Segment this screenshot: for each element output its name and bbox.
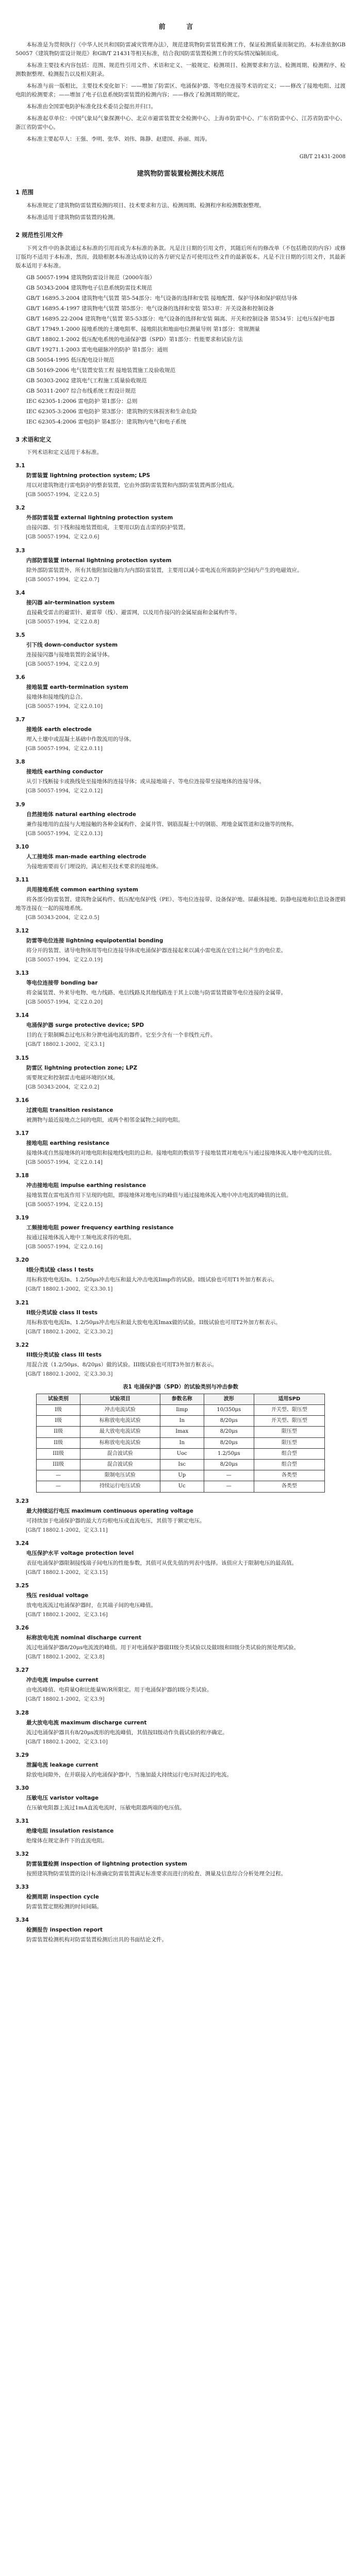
term-name: 残压 residual voltage — [26, 1592, 89, 1599]
term-source: [GB 50343-2004，定义2.0.5] — [26, 914, 100, 921]
term-definition: 可持续加于电涌保护器的最大方均根电压或直流电压，其值等于额定电压。 — [26, 1517, 205, 1524]
reference-item: GB 50169-2006 电气装置安装工程 接地装置施工及验收规范 — [26, 367, 176, 374]
term-entry — [15, 876, 346, 922]
term-source: [GB 50057-1994，定义2.0.13] — [26, 831, 103, 837]
clause-number: 3.3 — [15, 547, 25, 554]
clause-number: 3.2 — [15, 505, 25, 512]
table-cell: I级 — [37, 1405, 80, 1416]
preface — [15, 22, 346, 161]
clause-number: 3.29 — [15, 1752, 29, 1758]
preface-paragraph: 本标准起草单位：中国气象局气象探测中心、北京市避雷装置安全检测中心、上海市防雷中心、广东省防雷中心、江苏省防雷中心、浙江省防雷中心。 — [15, 115, 346, 131]
clause-number: 3.28 — [15, 1709, 29, 1716]
table-cell: Iimp — [160, 1405, 204, 1416]
table-cell: — — [37, 1481, 80, 1492]
clause-number: 3.13 — [15, 970, 29, 977]
table-cell: I级 — [37, 1416, 80, 1427]
term-entry — [15, 716, 346, 753]
table-cell: — — [204, 1481, 254, 1492]
term-entry — [15, 969, 346, 1007]
clause-number: 3.5 — [15, 632, 25, 638]
term-source: [GB/T 18802.1-2002，定义3.30.1] — [26, 1286, 113, 1293]
term-name: 自然接地体 natural earthing electrode — [26, 811, 136, 818]
section-heading: 3 术语和定义 — [15, 435, 52, 443]
reference-item: GB/T 16895.3-2004 建筑物电气装置 第5-54部分：电气设备的选择和安装 接地配置、保护导体和保护联结导体 — [26, 295, 298, 301]
term-source: [GB 50057-1994，定义2.0.15] — [26, 1201, 103, 1208]
term-entry — [15, 1341, 346, 1379]
term-entry — [15, 1916, 346, 1944]
table-cell: II级 — [37, 1427, 80, 1437]
table-row — [37, 1416, 325, 1427]
term-entry — [15, 1096, 346, 1125]
table-row — [37, 1460, 325, 1470]
section-scope — [15, 188, 346, 222]
term-name: 冲击接地电阻 impulse earthing resistance — [26, 1182, 146, 1189]
reference-item: GB 50343-2004 建筑物电子信息系统防雷技术规范 — [26, 284, 152, 291]
term-name: 接地装置 earth-termination system — [26, 684, 128, 691]
term-name: 泄漏电流 leakage current — [26, 1761, 99, 1768]
clause-number: 3.1 — [15, 463, 25, 469]
term-entry — [15, 1172, 346, 1209]
table-header-row — [37, 1394, 325, 1404]
term-name: 最大持续运行电压 maximum continuous operating voltage — [26, 1507, 193, 1514]
term-source: [GB 50057-1994，定义2.0.20] — [26, 999, 103, 1006]
term-definition: 为接地需要而专门埋设的，满足相关技术要求的接地体。 — [26, 863, 162, 870]
term-definition: 将各部分防雷装置、建筑物金属构件、低压配电保护线（PE）、等电位连接带、设备保护地、屏蔽体接地、防静电接地和信息设备逻辑地等连接在一起的接地系统。 — [15, 896, 346, 911]
table-row — [37, 1405, 325, 1416]
term-name: 接闪器 air-termination system — [26, 599, 115, 606]
term-name: 电涌保护器 surge protective device; SPD — [26, 1022, 144, 1029]
reference-list — [15, 274, 346, 427]
term-name: 引下线 down-conductor system — [26, 641, 118, 648]
term-name: 冲击电流 impulse current — [26, 1677, 99, 1684]
term-name: 防雷等电位连接 lightning equipotential bonding — [26, 938, 163, 944]
term-definition: 用标称放电电流In、1.2/50μs冲击电压和最大放电电流Imax做的试验。II级试验也可用T2外加方框表示。 — [26, 1319, 281, 1326]
term-name: 防雷区 lightning protection zone; LPZ — [26, 1064, 138, 1071]
table-caption: 表1 电涌保护器（SPD）的试验类别与冲击参数 — [123, 1383, 238, 1390]
term-definition: 连接接闪器与接地装置的金属导体。 — [26, 651, 113, 658]
term-source: [GB/T 18802.1-2002，定义3.30.2] — [26, 1329, 113, 1335]
term-source: [GB/T 18802.1-2002，定义3.11] — [26, 1527, 108, 1533]
reference-item: GB/T 16895.4-1997 建筑物电气装置 第5部分：电气设备的选择和安装 第53章：开关设备和控制设备 — [26, 305, 274, 312]
term-name: II级分类试验 class II tests — [26, 1309, 98, 1316]
table-cell: 持续运行电压试验 — [80, 1481, 160, 1492]
term-source: [GB 50343-2004，定义2.0.2] — [26, 1084, 100, 1090]
term-entry — [15, 673, 346, 711]
term-name: 检测周期 inspection cycle — [26, 1893, 99, 1900]
term-definition: 目的在于限制瞬态过电压和分泄电涌电流的器件。它至少含有一个非线性元件。 — [26, 1032, 216, 1039]
clause-number: 3.14 — [15, 1012, 29, 1019]
term-source: [GB 50057-1994，定义2.0.14] — [26, 1159, 103, 1165]
term-definition: 直接截受雷击的避雷针、避雷带（线）、避雷网，以及用作接闪的金属屋面和金属构件等。 — [26, 609, 240, 616]
term-source: [GB/T 18802.1-2002，定义3.30.3] — [26, 1371, 113, 1377]
table-cell: 混合波试验 — [80, 1460, 160, 1470]
table-cell: — — [204, 1470, 254, 1481]
term-entry — [15, 758, 346, 795]
term-definition: 按照建筑物防雷装置的设计标准确定防雷装置满足标准要求而进行的检查、测量及信息综合分析处理全过程。 — [26, 1870, 286, 1877]
term-entry — [15, 631, 346, 669]
clause-number: 3.30 — [15, 1785, 29, 1791]
table-cell: Isc — [160, 1460, 204, 1470]
table-cell: III级 — [37, 1448, 80, 1459]
table-row — [37, 1448, 325, 1459]
clause-number: 3.26 — [15, 1625, 29, 1632]
term-entry — [15, 1883, 346, 1911]
term-definition: 将分开的装置、诸导电物体用等电位连接导体或电涌保护器连接起来以减小雷电流在它们之间产生的电位差。 — [26, 947, 286, 954]
reference-item: IEC 62305-4:2006 雷电防护 第4部分：建筑物内电气和电子系统 — [26, 418, 186, 425]
references-intro: 下列文件中的条款通过本标准的引用而成为本标准的条款。凡是注日期的引用文件，其随后所有的修改单（不包括勘误的内容）或修订版均不适用于本标准，然而，鼓励根据本标准达成协议的各方研究是否可使用这些文件的最新版本。凡是不注日期的引用文件，其最新版本适用于本标准。 — [15, 245, 346, 269]
clause-number: 3.10 — [15, 843, 29, 850]
term-entry — [15, 1497, 346, 1535]
reference-item: IEC 62305-1:2006 雷电防护 第1部分：总则 — [26, 398, 138, 404]
table-cell: 8/20μs — [204, 1437, 254, 1448]
term-name: 内部防雷装置 internal lightning protection system — [26, 557, 172, 564]
term-name: 压敏电压 varistor voltage — [26, 1794, 99, 1801]
clause-number: 3.11 — [15, 876, 29, 883]
term-definition: 接地体和接地线的总合。 — [26, 694, 86, 701]
reference-item: GB/T 17949.1-2000 接地系统的土壤电阻率、接地阻抗和地面电位测量导则 第1部分：常规测量 — [26, 326, 260, 332]
term-definition: 防雷装置定期检测的时间间隔。 — [26, 1903, 102, 1910]
preface-paragraph: 本标准主要起草人：王强、李明、张华、刘伟、陈静、赵建国、孙丽、周涛。 — [26, 136, 210, 143]
scope-paragraph: 本标准规定了建筑物防雷装置检测的项目、技术要求和方法、检测周期、检测程序和检测数据整理。 — [26, 202, 265, 209]
table-cell: 限压型 — [254, 1427, 324, 1437]
term-entry — [15, 1666, 346, 1704]
table-row — [37, 1481, 325, 1492]
term-definition: 在压敏电阻器上流过1mA直流电流时，压敏电阻器两端的电压值。 — [26, 1804, 185, 1811]
spd-test-table — [36, 1394, 325, 1493]
table-cell: III级 — [37, 1460, 80, 1470]
table-header-cell: 适用SPD — [254, 1394, 324, 1404]
clause-number: 3.16 — [15, 1097, 29, 1104]
term-name: 过渡电阻 transition resistance — [26, 1107, 113, 1113]
term-name: 接地电阻 earthing resistance — [26, 1140, 110, 1146]
clause-number: 3.4 — [15, 589, 25, 596]
term-source: [GB/T 18802.1-2002，定义3.9] — [26, 1697, 105, 1703]
term-definition: 流过电涌保护器8/20μs电流波的峰值。用于对电涌保护器做II级分类试验以及做I级和II级分类试验的预处理试验。 — [26, 1645, 300, 1651]
term-name: 共用接地系统 common earthing system — [26, 886, 138, 893]
table-cell: 10/350μs — [204, 1405, 254, 1416]
clause-number: 3.23 — [15, 1498, 29, 1504]
table-cell: 混合波试验 — [80, 1448, 160, 1459]
term-entry — [15, 462, 346, 499]
term-source: [GB 50057-1994，定义2.0.9] — [26, 661, 100, 667]
table-cell: 标称放电电流试验 — [80, 1416, 160, 1427]
table-header-cell: 试验项目 — [80, 1394, 160, 1404]
term-definition: 埋入土壤中或混凝土基础中作散流用的导体。 — [26, 736, 135, 743]
table-header-cell: 波形 — [204, 1394, 254, 1404]
term-source: [GB/T 18802.1-2002，定义3.1] — [26, 1042, 105, 1048]
term-entry — [15, 1011, 346, 1049]
term-name: I级分类试验 class I tests — [26, 1267, 94, 1274]
term-entry — [15, 1299, 346, 1336]
term-entry — [15, 1129, 346, 1167]
term-name: III级分类试验 class III tests — [26, 1351, 102, 1358]
table-cell: 限压型 — [254, 1437, 324, 1448]
term-entry — [15, 801, 346, 838]
table-cell: 标称放电电流试验 — [80, 1437, 160, 1448]
term-name: 接地体 earth electrode — [26, 726, 92, 733]
term-definition: 按通过接地体流入地中工频电流求得的电阻。 — [26, 1234, 135, 1241]
term-name: 接地线 earthing conductor — [26, 769, 103, 775]
term-definition: 由电流峰值、电荷量Q和比能量W/R所限定。用于电涌保护器的I级分类试验。 — [26, 1687, 212, 1693]
clause-number: 3.33 — [15, 1884, 29, 1890]
preface-paragraph: 本标准由全国雷电防护标准化技术委员会提出并归口。 — [26, 104, 156, 110]
term-entry — [15, 843, 346, 871]
table-cell: 开关型、限压型 — [254, 1416, 324, 1427]
term-entry — [15, 1850, 346, 1878]
reference-item: GB 50057-1994 建筑物防雷设计规范（2000年版） — [26, 274, 155, 281]
term-definition: 用标称放电电流In、1.2/50μs冲击电压和最大冲击电流Iimp作的试验。I级试验也可用T1外加方框表示。 — [26, 1277, 278, 1283]
term-entry — [15, 1256, 346, 1294]
term-list — [15, 1497, 346, 1944]
preface-title: 前 言 — [158, 23, 203, 31]
term-name: 检测报告 inspection report — [26, 1926, 103, 1933]
table-cell: 8/20μs — [204, 1460, 254, 1470]
term-definition: 防雷装置检测机构对防雷装置检测后出具的书面结论文件。 — [26, 1936, 167, 1943]
clause-number: 3.34 — [15, 1917, 29, 1923]
term-definition: 接地装置在雷电流作用下呈现的电阻，即接地体对地电压的峰值与通过接地体流入地中冲击电流的峰值的比值。 — [26, 1192, 292, 1198]
table-cell: 1.2/50μs — [204, 1448, 254, 1459]
term-list — [15, 462, 346, 1379]
clause-number: 3.31 — [15, 1818, 29, 1824]
table-cell: 组合型 — [254, 1460, 324, 1470]
table-cell: 冲击电流试验 — [80, 1405, 160, 1416]
term-definition: 用以对建筑物进行雷电防护的整套装置，它由外部防雷装置和内部防雷装置两部分组成。 — [26, 482, 238, 489]
clause-number: 3.8 — [15, 759, 25, 766]
term-definition: 被测物与最近接地点之间的电阻，或两个相邻金属物之间的电阻。 — [26, 1116, 184, 1123]
clause-number: 3.12 — [15, 928, 29, 935]
term-entry — [15, 589, 346, 626]
section-terms — [15, 435, 346, 1944]
term-definition: 放电电流流过电涌保护器时，在其端子间的电压峰值。 — [26, 1602, 156, 1608]
term-name: 最大放电电流 maximum discharge current — [26, 1719, 147, 1726]
clause-number: 3.21 — [15, 1299, 29, 1306]
table-body — [37, 1405, 325, 1493]
clause-number: 3.22 — [15, 1342, 29, 1348]
preface-paragraph: 本标准与前一版相比，主要技术变化如下：——增加了防雷区、电涌保护器、等电位连接等术语的定义；——修改了接地电阻、过渡电阻的检测要求；——增加了电子信息系统防雷装置的检测内容；——修改了检测周期的规定。 — [15, 83, 346, 98]
term-definition: 表征电涌保护器限制接线端子间电压的性能参数，其值可从优先值的列表中选择。该值应大于限制电压的最高值。 — [26, 1560, 297, 1566]
term-name: 工频接地电阻 power frequency earthing resistance — [26, 1225, 174, 1231]
table-row — [37, 1437, 325, 1448]
term-entry — [15, 1054, 346, 1092]
scope-paragraph: 本标准适用于建筑物防雷装置的检测。 — [26, 214, 119, 221]
term-definition: 流过电涌保护器具有8/20μs波形的电流峰值，其值按II级动作负载试验的程序确定。 — [26, 1729, 228, 1736]
term-entry — [15, 1784, 346, 1812]
table-cell: 开关型、限压型 — [254, 1405, 324, 1416]
term-definition: 从引下线断接卡或换线处至接地体的连接导体；或从接地端子、等电位连接带至接地体的连接导体。 — [26, 778, 265, 785]
table-cell: In — [160, 1437, 204, 1448]
term-name: 防雷装置 lightning protection system; LPS — [26, 472, 151, 479]
table-cell: 组合型 — [254, 1448, 324, 1459]
term-source: [GB 50057-1994，定义2.0.8] — [26, 619, 100, 625]
section-references — [15, 230, 346, 427]
term-source: [GB/T 18802.1-2002，定义3.16] — [26, 1612, 108, 1618]
standard-code: GB/T 21431-2008 — [299, 154, 346, 160]
reference-item: GB 50311-2007 综合布线系统工程设计规范 — [26, 387, 136, 394]
term-source: [GB/T 18802.1-2002，定义3.8] — [26, 1654, 105, 1660]
table-cell: 8/20μs — [204, 1416, 254, 1427]
reference-item: GB 50303-2002 建筑电气工程施工质量验收规范 — [26, 377, 147, 384]
section-heading: 2 规范性引用文件 — [15, 231, 63, 239]
clause-number: 3.6 — [15, 674, 25, 681]
clause-number: 3.24 — [15, 1540, 29, 1547]
term-name: 外部防雷装置 external lightning protection system — [26, 515, 173, 521]
term-source: [GB 50057-1994，定义2.0.10] — [26, 704, 103, 710]
clause-number: 3.9 — [15, 801, 25, 808]
table-row — [37, 1470, 325, 1481]
table-cell: 各类型 — [254, 1470, 324, 1481]
reference-item: GB 50054-1995 低压配电设计规范 — [26, 357, 114, 363]
document-title: 建筑物防雷装置检测技术规范 — [137, 170, 224, 178]
term-source: [GB 50057-1994，定义2.0.19] — [26, 957, 103, 963]
term-entry — [15, 1751, 346, 1780]
term-definition: 兼作接地用的直接与大地接触的各种金属构件、金属井管、钢筋混凝土中的钢筋、埋地金属管道和设施等的统称。 — [26, 821, 297, 827]
table-cell: 各类型 — [254, 1481, 324, 1492]
term-definition: 除放电间隙外，在并联接入的电涌保护器中，当施加最大持续运行电压时流过的电流。 — [26, 1771, 232, 1778]
table-cell: Uc — [160, 1481, 204, 1492]
term-name: 电压保护水平 voltage protection level — [26, 1550, 134, 1556]
term-name: 等电位连接带 bonding bar — [26, 980, 98, 987]
clause-number: 3.20 — [15, 1257, 29, 1264]
term-source: [GB 50057-1994，定义2.0.12] — [26, 788, 103, 794]
terms-intro: 下列术语和定义适用于本标准。 — [26, 449, 102, 456]
term-definition: 需要规定和控制雷击电磁环境的区域。 — [26, 1074, 119, 1081]
reference-item: GB/T 16895.22-2004 建筑物电气装置 第5-53部分：电气设备的选择和安装 隔离、开关和控制设备 第534节：过电压保护电器 — [26, 315, 335, 322]
term-source: [GB 50057-1994，定义2.0.16] — [26, 1244, 103, 1250]
term-entry — [15, 1624, 346, 1662]
table-header-cell: 参数名称 — [160, 1394, 204, 1404]
term-source: [GB/T 18802.1-2002，定义3.10] — [26, 1739, 108, 1745]
term-entry — [15, 927, 346, 964]
term-name: 绝缘电阻 insulation resistance — [26, 1827, 114, 1834]
clause-number: 3.17 — [15, 1130, 29, 1137]
term-definition: 由接闪器、引下线和接地装置组成，主要用以防直击雷的防护装置。 — [26, 524, 189, 531]
reference-item: IEC 62305-3:2006 雷电防护 第3部分：建筑物的实体损害和生命危险 — [26, 408, 197, 415]
table-cell: — — [37, 1470, 80, 1481]
term-entry — [15, 1709, 346, 1747]
term-definition: 绝缘体在规定条件下的直流电阻。 — [26, 1837, 108, 1844]
reference-item: GB/T 19271.1-2003 雷电电磁脉冲的防护 第1部分：通则 — [26, 346, 168, 353]
term-source: [GB/T 18802.1-2002，定义3.15] — [26, 1569, 108, 1575]
term-name: 标称放电电流 nominal discharge current — [26, 1635, 141, 1641]
document-page — [15, 0, 346, 1944]
clause-number: 3.15 — [15, 1055, 29, 1061]
clause-number: 3.25 — [15, 1582, 29, 1589]
preface-paragraph: 本标准是为贯彻执行《中华人民共和国防雷减灾管理办法》，规范建筑物防雷装置检测工作，保证检测质量而制定的。本标准依据GB 50057《建筑物防雷设计规范》和GB/T 21431等相关标准，结合我国防雷装置检测工作的实际情况编制而成。 — [15, 42, 346, 57]
clause-number: 3.19 — [15, 1215, 29, 1222]
clause-number: 3.18 — [15, 1172, 29, 1179]
table-cell: 最大放电电流试验 — [80, 1427, 160, 1437]
section-heading: 1 范围 — [15, 189, 34, 196]
term-definition: 用混合波（1.2/50μs、8/20μs）做的试验。III级试验也可用T3外加方框表示。 — [26, 1361, 218, 1368]
table-cell: II级 — [37, 1437, 80, 1448]
term-name: 防雷装置检测 inspection of lightning protection system — [26, 1860, 187, 1867]
term-definition: 将金属装置、外来导电物、电力线路、电信线路及其他线路连于其上以能与防雷装置做等电位连接的金属带。 — [26, 990, 286, 996]
table-cell: 限制电压试验 — [80, 1470, 160, 1481]
term-entry — [15, 1214, 346, 1251]
table-cell: Uoc — [160, 1448, 204, 1459]
term-entry — [15, 504, 346, 541]
term-source: [GB 50057-1994，定义2.0.7] — [26, 577, 100, 583]
table-cell: Imax — [160, 1427, 204, 1437]
term-source: [GB 50057-1994，定义2.0.6] — [26, 534, 100, 540]
term-source: [GB 50057-1994，定义2.0.5] — [26, 492, 100, 498]
term-definition: 除外部防雷装置外，所有其他附加设施均为内部防雷装置，主要用以减小雷电流在所需防护空间内产生的电磁效应。 — [26, 567, 303, 573]
term-name: 人工接地体 man-made earthing electrode — [26, 853, 146, 860]
term-entry — [15, 1817, 346, 1845]
term-entry — [15, 1539, 346, 1577]
reference-item: GB/T 18802.1-2002 低压配电系统的电涌保护器（SPD）第1部分：性能要求和试验方法 — [26, 336, 243, 343]
table-row — [37, 1427, 325, 1437]
clause-number: 3.7 — [15, 717, 25, 723]
term-definition: 接地体或自然接地体的对地电阻和接地线电阻的总和。接地电阻的数值等于接地装置对地电压与通过接地体流入地中电流的比值。 — [26, 1149, 335, 1156]
preface-paragraph: 本标准主要技术内容包括：范围、规范性引用文件、术语和定义、一般规定、检测项目、检测要求和方法、检测周期、检测程序、检测数据整理、检测报告以及相关附录。 — [15, 62, 346, 78]
table-cell: In — [160, 1416, 204, 1427]
clause-number: 3.32 — [15, 1851, 29, 1857]
table-cell: Up — [160, 1470, 204, 1481]
term-entry — [15, 1582, 346, 1619]
table-cell: 8/20μs — [204, 1427, 254, 1437]
term-entry — [15, 547, 346, 584]
term-source: [GB 50057-1994，定义2.0.11] — [26, 746, 103, 752]
clause-number: 3.27 — [15, 1667, 29, 1674]
table-header-cell: 试验类别 — [37, 1394, 80, 1404]
